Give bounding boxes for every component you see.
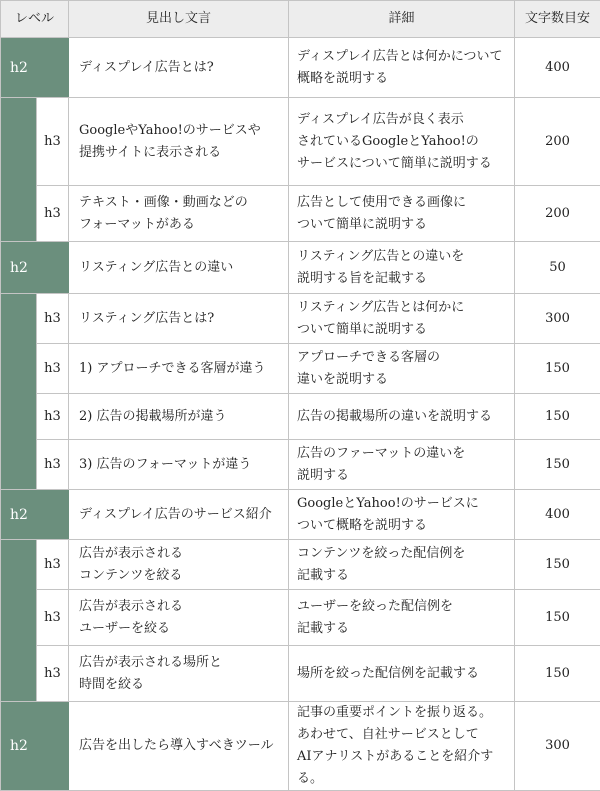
h2-row	[1, 702, 600, 791]
detail-cell	[289, 294, 515, 344]
heading-cell	[69, 294, 289, 344]
header-row	[1, 1, 600, 38]
level-band	[1, 394, 37, 440]
header-detail: 詳細	[289, 1, 515, 38]
text-line: GoogleやYahoo!のサービスや	[79, 123, 261, 138]
h3-row	[1, 294, 600, 344]
h2-row	[1, 242, 600, 294]
text-line: GoogleとYahoo!のサービスに	[297, 496, 479, 511]
text-line: リスティング広告との違いを	[297, 249, 464, 264]
heading-cell	[69, 646, 289, 702]
text-line: 記事の重要ポイントを振り返る。	[297, 705, 492, 720]
level-band	[1, 98, 37, 186]
text-line: 時間を絞る	[79, 677, 144, 692]
heading-cell	[69, 344, 289, 394]
level-cell: h3	[37, 394, 69, 440]
level-band	[1, 440, 37, 490]
level-cell: h3	[37, 540, 69, 590]
heading-cell	[69, 590, 289, 646]
text-line: AIアナリストがあることを紹介する。	[297, 749, 493, 786]
heading-cell	[69, 242, 289, 294]
detail-cell	[289, 490, 515, 540]
chars-cell: 400	[515, 38, 600, 98]
heading-cell	[69, 38, 289, 98]
text-line: 1) アプローチできる客層が違う	[79, 361, 265, 376]
detail-cell	[289, 702, 515, 791]
text-line: ディスプレイ広告とは何かについて	[297, 49, 503, 64]
heading-cell	[69, 540, 289, 590]
text-line: ついて概略を説明する	[297, 518, 427, 533]
text-line: 広告の掲載場所の違いを説明する	[297, 409, 492, 424]
header-heading: 見出し文言	[69, 1, 289, 38]
text-line: ディスプレイ広告とは?	[79, 60, 214, 75]
text-line: 広告が表示される	[79, 599, 183, 614]
header-chars: 文字数目安	[515, 1, 600, 38]
detail-cell	[289, 38, 515, 98]
text-line: 違いを説明する	[297, 372, 388, 387]
level-band	[1, 540, 37, 590]
heading-cell	[69, 490, 289, 540]
heading-cell	[69, 702, 289, 791]
text-line: 概略を説明する	[297, 71, 388, 86]
text-line: 3) 広告のフォーマットが違う	[79, 457, 251, 472]
h3-row	[1, 98, 600, 186]
chars-cell: 200	[515, 186, 600, 242]
chars-cell: 150	[515, 646, 600, 702]
text-line: 場所を絞った配信例を記載する	[297, 666, 479, 681]
detail-cell	[289, 186, 515, 242]
h3-row	[1, 394, 600, 440]
heading-cell	[69, 186, 289, 242]
level-cell: h2	[1, 490, 69, 540]
text-line: 広告が表示される場所と	[79, 655, 222, 670]
level-cell: h3	[37, 186, 69, 242]
heading-cell	[69, 440, 289, 490]
text-line: 広告が表示される	[79, 546, 183, 561]
level-band	[1, 590, 37, 646]
detail-cell	[289, 394, 515, 440]
header-level: レベル	[1, 1, 69, 38]
text-line: リスティング広告とは?	[79, 311, 214, 326]
chars-cell: 150	[515, 540, 600, 590]
detail-cell	[289, 440, 515, 490]
level-cell: h3	[37, 440, 69, 490]
text-line: リスティング広告との違い	[79, 260, 233, 275]
chars-cell: 300	[515, 702, 600, 791]
text-line: リスティング広告とは何かに	[297, 300, 464, 315]
level-cell: h2	[1, 702, 69, 791]
text-line: ついて簡単に説明する	[297, 217, 427, 232]
detail-cell	[289, 344, 515, 394]
detail-cell	[289, 646, 515, 702]
detail-cell	[289, 540, 515, 590]
chars-cell: 150	[515, 440, 600, 490]
level-band	[1, 186, 37, 242]
chars-cell: 50	[515, 242, 600, 294]
heading-cell	[69, 394, 289, 440]
text-line: 広告として使用できる画像に	[297, 195, 466, 210]
text-line: ディスプレイ広告のサービス紹介	[79, 507, 272, 522]
chars-cell: 400	[515, 490, 600, 540]
level-cell: h3	[37, 646, 69, 702]
text-line: 提携サイトに表示される	[79, 145, 221, 160]
text-line: ついて簡単に説明する	[297, 322, 427, 337]
level-cell: h3	[37, 590, 69, 646]
level-cell: h2	[1, 242, 69, 294]
chars-cell: 300	[515, 294, 600, 344]
text-line: コンテンツを絞った配信例を	[297, 546, 465, 561]
level-band	[1, 344, 37, 394]
text-line: 説明する旨を記載する	[297, 271, 427, 286]
text-line: テキスト・画像・動画などの	[79, 195, 248, 210]
text-line: 広告のファーマットの違いを	[297, 446, 465, 461]
text-line: 2) 広告の掲載場所が違う	[79, 409, 226, 424]
text-line: ディスプレイ広告が良く表示	[297, 112, 464, 127]
text-line: フォーマットがある	[79, 217, 195, 232]
text-line: ユーザーを絞る	[79, 621, 170, 636]
level-cell: h3	[37, 344, 69, 394]
detail-cell	[289, 590, 515, 646]
h3-row	[1, 344, 600, 394]
text-line: 広告を出したら導入すべきツール	[79, 738, 273, 753]
h2-row	[1, 38, 600, 98]
text-line: 説明する	[297, 468, 349, 483]
text-line: コンテンツを絞る	[79, 568, 182, 583]
level-cell: h3	[37, 294, 69, 344]
level-cell: h2	[1, 38, 69, 98]
chars-cell: 150	[515, 590, 600, 646]
text-line: 記載する	[297, 621, 349, 636]
chars-cell: 150	[515, 344, 600, 394]
chars-cell: 200	[515, 98, 600, 186]
level-band	[1, 646, 37, 702]
h3-row	[1, 590, 600, 646]
h2-row	[1, 490, 600, 540]
h3-row	[1, 186, 600, 242]
text-line: ユーザーを絞った配信例を	[297, 599, 453, 614]
level-band	[1, 294, 37, 344]
text-line: あわせて、自社サービスとして	[297, 727, 479, 742]
level-cell: h3	[37, 98, 69, 186]
text-line: 記載する	[297, 568, 349, 583]
h3-row	[1, 646, 600, 702]
h3-row	[1, 440, 600, 490]
text-line: されているGoogleとYahoo!の	[297, 134, 479, 149]
text-line: サービスについて簡単に説明する	[297, 156, 492, 171]
heading-cell	[69, 98, 289, 186]
h3-row	[1, 540, 600, 590]
detail-cell	[289, 242, 515, 294]
detail-cell	[289, 98, 515, 186]
text-line: アプローチできる客層の	[297, 350, 440, 365]
chars-cell: 150	[515, 394, 600, 440]
